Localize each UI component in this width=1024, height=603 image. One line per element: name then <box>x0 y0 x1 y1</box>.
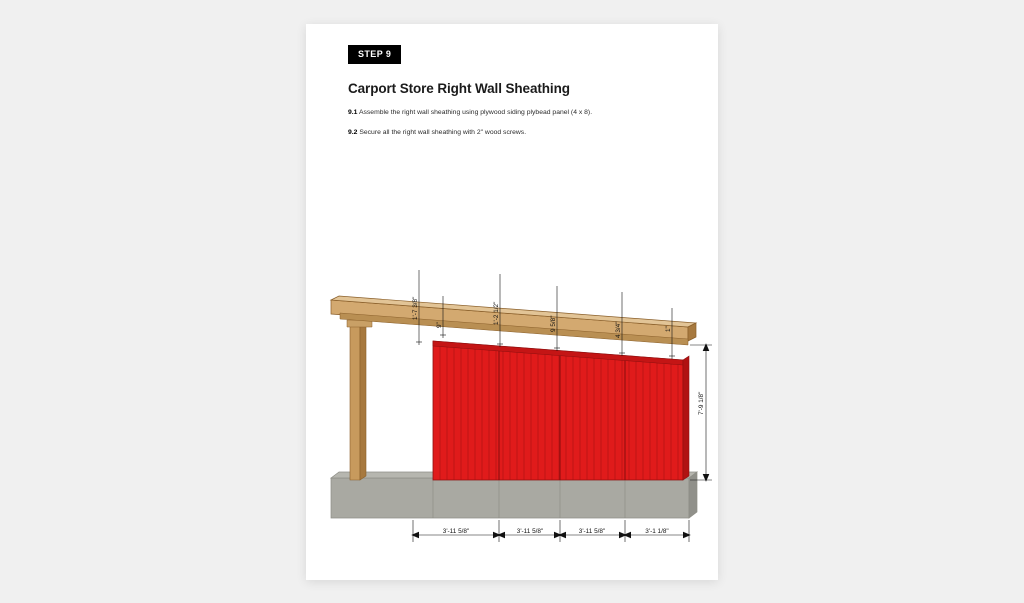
instruction-number: 9.1 <box>348 109 358 116</box>
dimension-label: 3'-11 5/8" <box>442 528 470 535</box>
right-wall-sheathing <box>433 341 689 480</box>
dimension-label: 1'-2 1/2" <box>493 301 500 325</box>
instruction-text: Secure all the right wall sheathing with 2" wood screws. <box>359 129 527 136</box>
step-badge: STEP 9 <box>348 45 401 64</box>
dimension-label: 3'-11 5/8" <box>516 528 544 535</box>
dimension-label: 9" <box>436 322 443 328</box>
instruction-text: Assemble the right wall sheathing using plywood siding plybead panel (4 x 8). <box>358 109 593 116</box>
dimension-label: 4 3/4" <box>615 321 622 338</box>
page-title: Carport Store Right Wall Sheathing <box>348 81 570 96</box>
dimension-label: 3'-1 1/8" <box>645 528 669 535</box>
dimension-label: 3'-11 5/8" <box>578 528 606 535</box>
left-support-post <box>346 314 372 480</box>
dimension-label: 9 5/8" <box>550 315 557 332</box>
right-dimension-label: 7'-9 1/8" <box>698 391 705 415</box>
roof-beam <box>331 296 696 345</box>
dimension-label: 1" <box>665 326 672 332</box>
instruction-number: 9.2 <box>348 129 358 136</box>
dimension-label: 1'-7 3/8" <box>412 296 419 320</box>
